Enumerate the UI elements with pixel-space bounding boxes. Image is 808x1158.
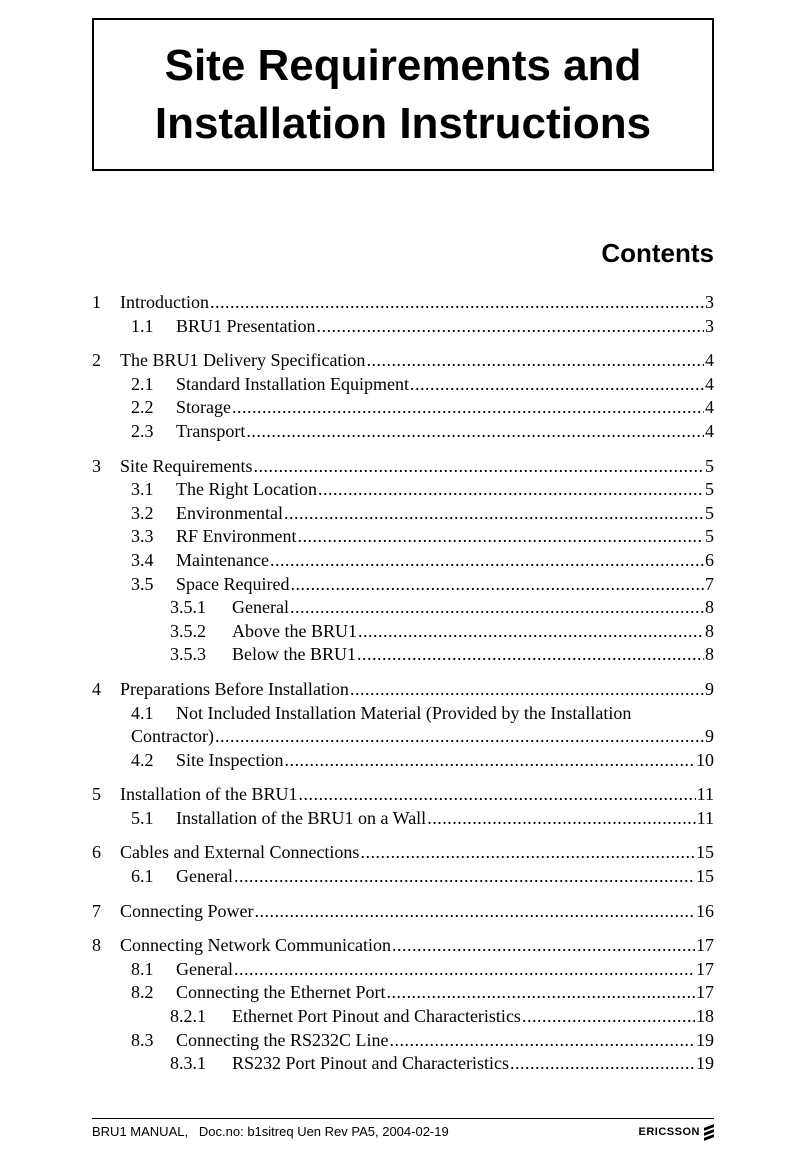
toc-number: 3.5.2 [170, 620, 206, 641]
toc-leader [386, 981, 695, 1005]
toc-page: 17 [696, 935, 714, 956]
title-line-2: Installation Instructions [154, 98, 652, 148]
toc-title: General [176, 866, 233, 887]
toc-page: 15 [696, 842, 714, 863]
toc-title: Introduction [120, 292, 209, 312]
toc-leader [366, 349, 704, 373]
toc-title: Connecting the Ethernet Port [176, 982, 386, 1003]
toc-page: 8 [705, 644, 714, 665]
toc-leader [427, 807, 695, 831]
toc-number: 3 [92, 455, 101, 476]
ericsson-logo-icon [704, 1125, 714, 1139]
toc-page: 10 [696, 749, 714, 770]
toc-leader [392, 934, 695, 958]
toc-page: 4 [705, 420, 714, 441]
toc-title: Standard Installation Equipment [176, 373, 409, 394]
toc-page: 19 [696, 1029, 714, 1050]
toc-number: 7 [92, 900, 101, 921]
toc-leader [232, 396, 704, 420]
toc-number: 8.3.1 [170, 1053, 206, 1074]
toc-number: 8.2.1 [170, 1006, 206, 1027]
toc-entry[interactable] [92, 865, 714, 889]
ericsson-logo [639, 1125, 714, 1139]
toc-leader [298, 783, 695, 807]
toc-entry[interactable] [92, 702, 714, 726]
toc-title: RS232 Port Pinout and Characteristics [232, 1053, 509, 1074]
toc-number: 5 [92, 784, 101, 805]
toc-number: 6.1 [131, 866, 154, 887]
toc-page: 17 [696, 982, 714, 1003]
toc-title: Transport [176, 420, 246, 441]
toc-number: 8.2 [131, 982, 154, 1003]
document-title [92, 18, 714, 171]
toc-leader [317, 315, 705, 339]
toc-page: 4 [705, 350, 714, 371]
toc-page: 3 [705, 292, 714, 312]
toc-leader [318, 478, 704, 502]
toc-entry[interactable] [92, 420, 714, 444]
table-of-contents [92, 291, 714, 1076]
toc-title: Above the BRU1 [232, 620, 357, 641]
toc-page: 11 [696, 807, 714, 828]
toc-page: 17 [696, 958, 714, 979]
contents-heading: Contents [601, 238, 714, 268]
toc-number: 2.1 [131, 373, 154, 394]
toc-title: General [232, 597, 289, 618]
logo-text: ERICSSON [638, 1126, 700, 1138]
toc-title: The BRU1 Delivery Specification [120, 350, 366, 371]
toc-page: 8 [705, 620, 714, 641]
toc-page: 9 [705, 678, 714, 699]
toc-page: 5 [705, 502, 714, 523]
toc-leader [284, 502, 704, 526]
toc-entry[interactable] [92, 807, 714, 831]
toc-entry[interactable] [92, 315, 714, 339]
toc-page: 19 [696, 1053, 714, 1074]
toc-number: 8.3 [131, 1029, 154, 1050]
toc-title: Site Requirements [120, 455, 253, 476]
toc-leader [215, 725, 704, 749]
toc-entry[interactable] [92, 934, 714, 958]
toc-title: Connecting the RS232C Line [176, 1029, 389, 1050]
toc-entry[interactable] [92, 1005, 714, 1029]
toc-page: 16 [696, 900, 714, 921]
toc-entry[interactable] [92, 900, 714, 924]
toc-number: 4 [92, 678, 101, 699]
toc-entry[interactable] [92, 596, 714, 620]
toc-page: 11 [696, 784, 714, 805]
toc-title: Installation of the BRU1 [120, 784, 298, 805]
toc-title: General [176, 958, 233, 979]
toc-page: 5 [705, 455, 714, 476]
toc-number: 8 [92, 935, 101, 956]
toc-entry[interactable] [92, 643, 714, 667]
toc-entry[interactable] [92, 981, 714, 1005]
toc-leader [360, 841, 695, 865]
toc-title: Storage [176, 397, 231, 418]
toc-entry[interactable] [92, 478, 714, 502]
toc-entry[interactable] [92, 749, 714, 773]
toc-page: 5 [705, 479, 714, 500]
toc-leader [246, 420, 704, 444]
toc-leader [254, 900, 695, 924]
toc-leader [284, 749, 695, 773]
toc-leader [350, 678, 704, 702]
toc-number: 2.2 [131, 397, 154, 418]
toc-entry[interactable] [92, 620, 714, 644]
toc-title: Environmental [176, 502, 283, 523]
toc-leader [522, 1005, 695, 1029]
toc-entry[interactable] [92, 841, 714, 865]
toc-number: 3.2 [131, 502, 154, 523]
toc-page: 18 [696, 1006, 714, 1027]
toc-number: 1.1 [131, 315, 154, 336]
toc-leader [389, 1029, 695, 1053]
toc-title: Maintenance [176, 549, 269, 570]
toc-title: Below the BRU1 [232, 644, 356, 665]
toc-title: Connecting Network Communication [120, 935, 391, 956]
toc-page: 5 [705, 526, 714, 547]
toc-title: Cables and External Connections [120, 842, 360, 863]
toc-title: Site Inspection [176, 749, 284, 770]
toc-leader [290, 596, 704, 620]
toc-page: 4 [705, 373, 714, 394]
toc-leader [357, 643, 704, 667]
toc-entry[interactable] [92, 455, 714, 479]
toc-leader [210, 291, 704, 315]
toc-entry[interactable] [92, 502, 714, 526]
toc-entry[interactable] [92, 958, 714, 982]
toc-number: 4.2 [131, 749, 154, 770]
toc-entry[interactable] [92, 783, 714, 807]
toc-number: 3.5 [131, 573, 154, 594]
toc-leader [298, 525, 705, 549]
toc-number: 3.3 [131, 526, 154, 547]
toc-entry[interactable] [92, 525, 714, 549]
toc-title: BRU1 Presentation [176, 315, 316, 336]
footer-divider [92, 1118, 714, 1119]
toc-number: 3.1 [131, 479, 154, 500]
toc-leader [358, 620, 704, 644]
toc-number: 6 [92, 842, 101, 863]
toc-page: 8 [705, 597, 714, 618]
toc-entry-continuation[interactable] [92, 725, 714, 749]
toc-number: 1 [92, 292, 101, 312]
toc-entry[interactable] [92, 1052, 714, 1076]
toc-number: 4.1 [131, 702, 154, 723]
toc-leader [270, 549, 704, 573]
toc-page: 3 [705, 315, 714, 336]
toc-entry[interactable] [92, 549, 714, 573]
toc-number: 3.4 [131, 549, 154, 570]
toc-number: 2 [92, 350, 101, 371]
toc-leader [253, 455, 704, 479]
toc-number: 3.5.3 [170, 644, 206, 665]
toc-page: 6 [705, 549, 714, 570]
toc-page: 9 [705, 726, 714, 747]
toc-leader [234, 958, 695, 982]
toc-number: 2.3 [131, 420, 154, 441]
toc-title: The Right Location [176, 479, 317, 500]
toc-entry[interactable] [92, 1029, 714, 1053]
toc-title: Connecting Power [120, 900, 254, 921]
toc-title: Not Included Installation Material (Provided by the Installation [176, 702, 632, 723]
toc-title: Preparations Before Installation [120, 678, 349, 699]
toc-page: 4 [705, 397, 714, 418]
toc-title: Installation of the BRU1 on a Wall [176, 807, 427, 828]
toc-entry[interactable] [92, 678, 714, 702]
toc-title: Ethernet Port Pinout and Characteristics [232, 1006, 521, 1027]
toc-leader [410, 373, 704, 397]
footer-doc-info: BRU1 MANUAL, Doc.no: b1sitreq Uen Rev PA5, 2004-02-19 [92, 1124, 449, 1139]
toc-entry[interactable] [92, 349, 714, 373]
toc-entry[interactable] [92, 373, 714, 397]
toc-title: RF Environment [176, 526, 297, 547]
title-line-1: Site Requirements and [164, 40, 642, 90]
toc-title-continuation: Contractor) [131, 726, 214, 747]
toc-number: 3.5.1 [170, 597, 206, 618]
toc-page: 15 [696, 866, 714, 887]
toc-page: 7 [705, 573, 714, 594]
toc-entry[interactable] [92, 396, 714, 420]
toc-title: Space Required [176, 573, 290, 594]
toc-leader [290, 573, 704, 597]
toc-leader [234, 865, 695, 889]
toc-leader [510, 1052, 695, 1076]
toc-number: 5.1 [131, 807, 154, 828]
toc-entry[interactable] [92, 291, 714, 315]
toc-number: 8.1 [131, 958, 154, 979]
toc-entry[interactable] [92, 573, 714, 597]
